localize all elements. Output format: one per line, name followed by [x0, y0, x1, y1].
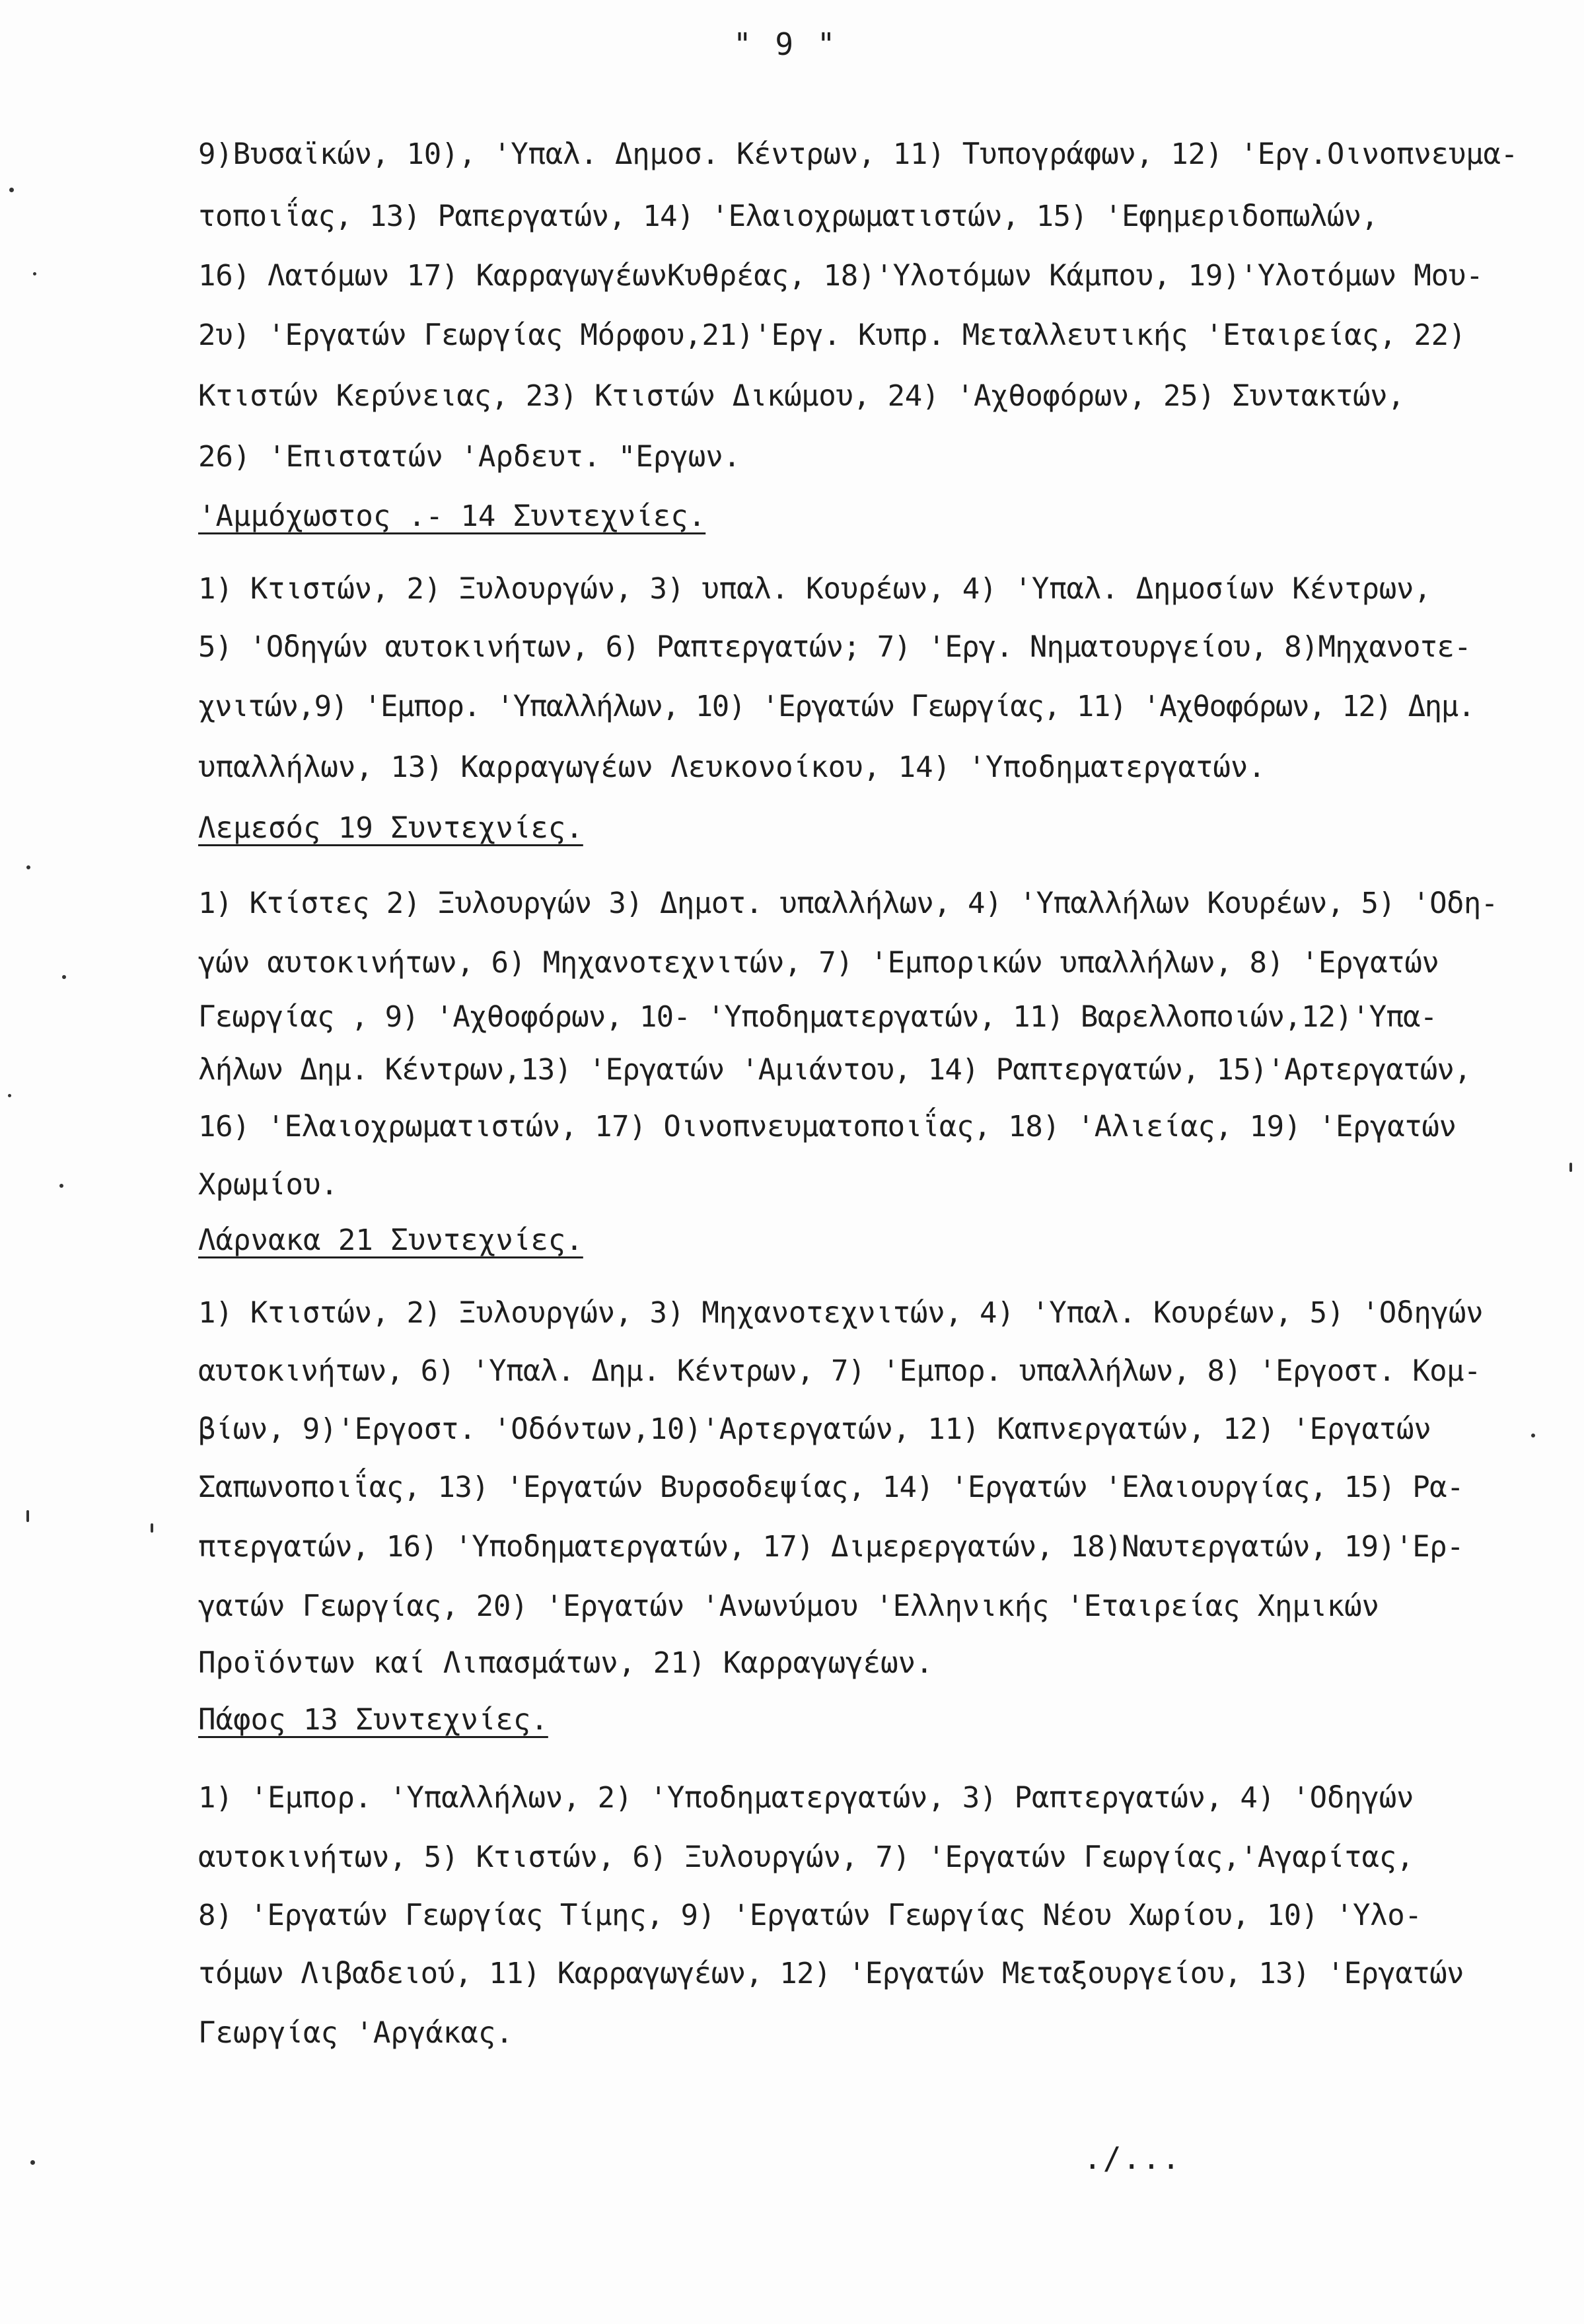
text-line: 26) 'Επιστατών 'Αρδευτ. "Εργων. [198, 440, 741, 474]
scan-speck [151, 1523, 153, 1533]
section-heading-larnaka: Λάρνακα 21 Συντεχνίες. [198, 1223, 583, 1257]
section-heading-lemesos: Λεμεσός 19 Συντεχνίες. [198, 811, 583, 845]
scan-speck [26, 1510, 29, 1522]
text-line: 16) Λατόμων 17) ΚαρραγωγέωνΚυθρέας, 18)'Υλοτόμων Κάμπου, 19)'Υλοτόμων Μου- [198, 259, 1484, 293]
text-line: 5) 'Οδηγών αυτοκινήτων, 6) Ραπτεργατών; 7) 'Εργ. Νηματουργείου, 8)Μηχανοτε- [198, 630, 1471, 664]
text-line: 16) 'Ελαιοχρωματιστών, 17) Οινοπνευματοποιΐας, 18) 'Αλιείας, 19) 'Εργατών [198, 1110, 1457, 1144]
scan-speck [62, 975, 66, 979]
text-line: χνιτών,9) 'Εμπορ. 'Υπαλλήλων, 10) 'Εργατών Γεωργίας, 11) 'Αχθοφόρων, 12) Δημ. [198, 690, 1474, 723]
scan-speck [1531, 1434, 1535, 1437]
text-line: βίων, 9)'Εργοστ. 'Οδόντων,10)'Αρτεργατών, 11) Καπνεργατών, 12) 'Εργατών [198, 1412, 1431, 1446]
text-line: Σαπωνοποιΐας, 13) 'Εργατών Βυρσοδεψίας, 14) 'Εργατών 'Ελαιουργίας, 15) Ρα- [198, 1471, 1464, 1504]
text-line: αυτοκινήτων, 6) 'Υπαλ. Δημ. Κέντρων, 7) 'Εμπορ. υπαλλήλων, 8) 'Εργοστ. Κομ- [198, 1354, 1481, 1388]
text-line: Γεωργίας 'Αργάκας. [198, 2016, 513, 2050]
text-line: 1) Κτίστες 2) Ξυλουργών 3) Δημοτ. υπαλλήλων, 4) 'Υπαλλήλων Κουρέων, 5) 'Οδη- [198, 887, 1498, 920]
scan-speck [26, 865, 30, 869]
text-line: γατών Γεωργίας, 20) 'Εργατών 'Ανωνύμου 'Ελληνικής 'Εταιρείας Χημικών [198, 1589, 1379, 1623]
text-line: λήλων Δημ. Κέντρων,13) 'Εργατών 'Αμιάντου, 14) Ραπτεργατών, 15)'Αρτεργατών, [198, 1053, 1471, 1087]
text-line: υπαλλήλων, 13) Καρραγωγέων Λευκονοίκου, 14) 'Υποδηματεργατών. [198, 750, 1266, 784]
text-line: Κτιστών Κερύνειας, 23) Κτιστών Δικώμου, 24) 'Αχθοφόρων, 25) Συντακτών, [198, 379, 1405, 413]
scan-speck [8, 1094, 11, 1097]
text-line: τοποιΐας, 13) Ραπεργατών, 14) 'Ελαιοχρωματιστών, 15) 'Εφημεριδοπωλών, [198, 200, 1379, 233]
scan-speck [30, 2160, 35, 2165]
text-line: 1) 'Εμπορ. 'Υπαλλήλων, 2) 'Υποδηματεργατών, 3) Ραπτεργατών, 4) 'Οδηγών [198, 1781, 1414, 1815]
text-line: Προϊόντων καί Λιπασμάτων, 21) Καρραγωγέων. [198, 1646, 933, 1680]
text-line: 1) Κτιστών, 2) Ξυλουργών, 3) Μηχανοτεχνιτών, 4) 'Υπαλ. Κουρέων, 5) 'Οδηγών [198, 1296, 1484, 1330]
text-line: 9)Βυσαϊκών, 10), 'Υπαλ. Δημοσ. Κέντρων, 11) Τυπογράφων, 12) 'Εργ.Οινοπνευμα- [198, 137, 1519, 171]
scan-speck [1569, 1163, 1572, 1172]
continuation-marker: ./... [1083, 2140, 1182, 2176]
page-number: " 9 " [733, 26, 838, 62]
text-line: τόμων Λιβαδειού, 11) Καρραγωγέων, 12) 'Εργατών Μεταξουργείου, 13) 'Εργατών [198, 1957, 1464, 1990]
text-line: Γεωργίας , 9) 'Αχθοφόρων, 10- 'Υποδηματεργατών, 11) Βαρελλοποιών,12)'Υπα- [198, 1000, 1437, 1034]
scan-speck [59, 1184, 63, 1188]
text-line: γών αυτοκινήτων, 6) Μηχανοτεχνιτών, 7) 'Εμπορικών υπαλλήλων, 8) 'Εργατών [198, 946, 1439, 980]
section-heading-pafos: Πάφος 13 Συντεχνίες. [198, 1703, 548, 1737]
scan-speck [9, 188, 14, 192]
text-line: 8) 'Εργατών Γεωργίας Τίμης, 9) 'Εργατών Γεωργίας Νέου Χωρίου, 10) 'Υλο- [198, 1899, 1422, 1932]
scan-speck [33, 272, 36, 275]
text-line: Χρωμίου. [198, 1168, 338, 1202]
text-line: πτεργατών, 16) 'Υποδηματεργατών, 17) Διμερεργατών, 18)Ναυτεργατών, 19)'Ερ- [198, 1530, 1464, 1564]
text-line: 2υ) 'Εργατών Γεωργίας Μόρφου,21)'Εργ. Κυπρ. Μεταλλευτικής 'Εταιρείας, 22) [198, 318, 1466, 352]
text-line: 1) Κτιστών, 2) Ξυλουργών, 3) υπαλ. Κουρέων, 4) 'Υπαλ. Δημοσίων Κέντρων, [198, 572, 1431, 606]
text-line: αυτοκινήτων, 5) Κτιστών, 6) Ξυλουργών, 7) 'Εργατών Γεωργίας,'Αγαρίτας, [198, 1840, 1414, 1874]
section-heading-ammochostos: 'Αμμόχωστος .- 14 Συντεχνίες. [198, 499, 706, 533]
